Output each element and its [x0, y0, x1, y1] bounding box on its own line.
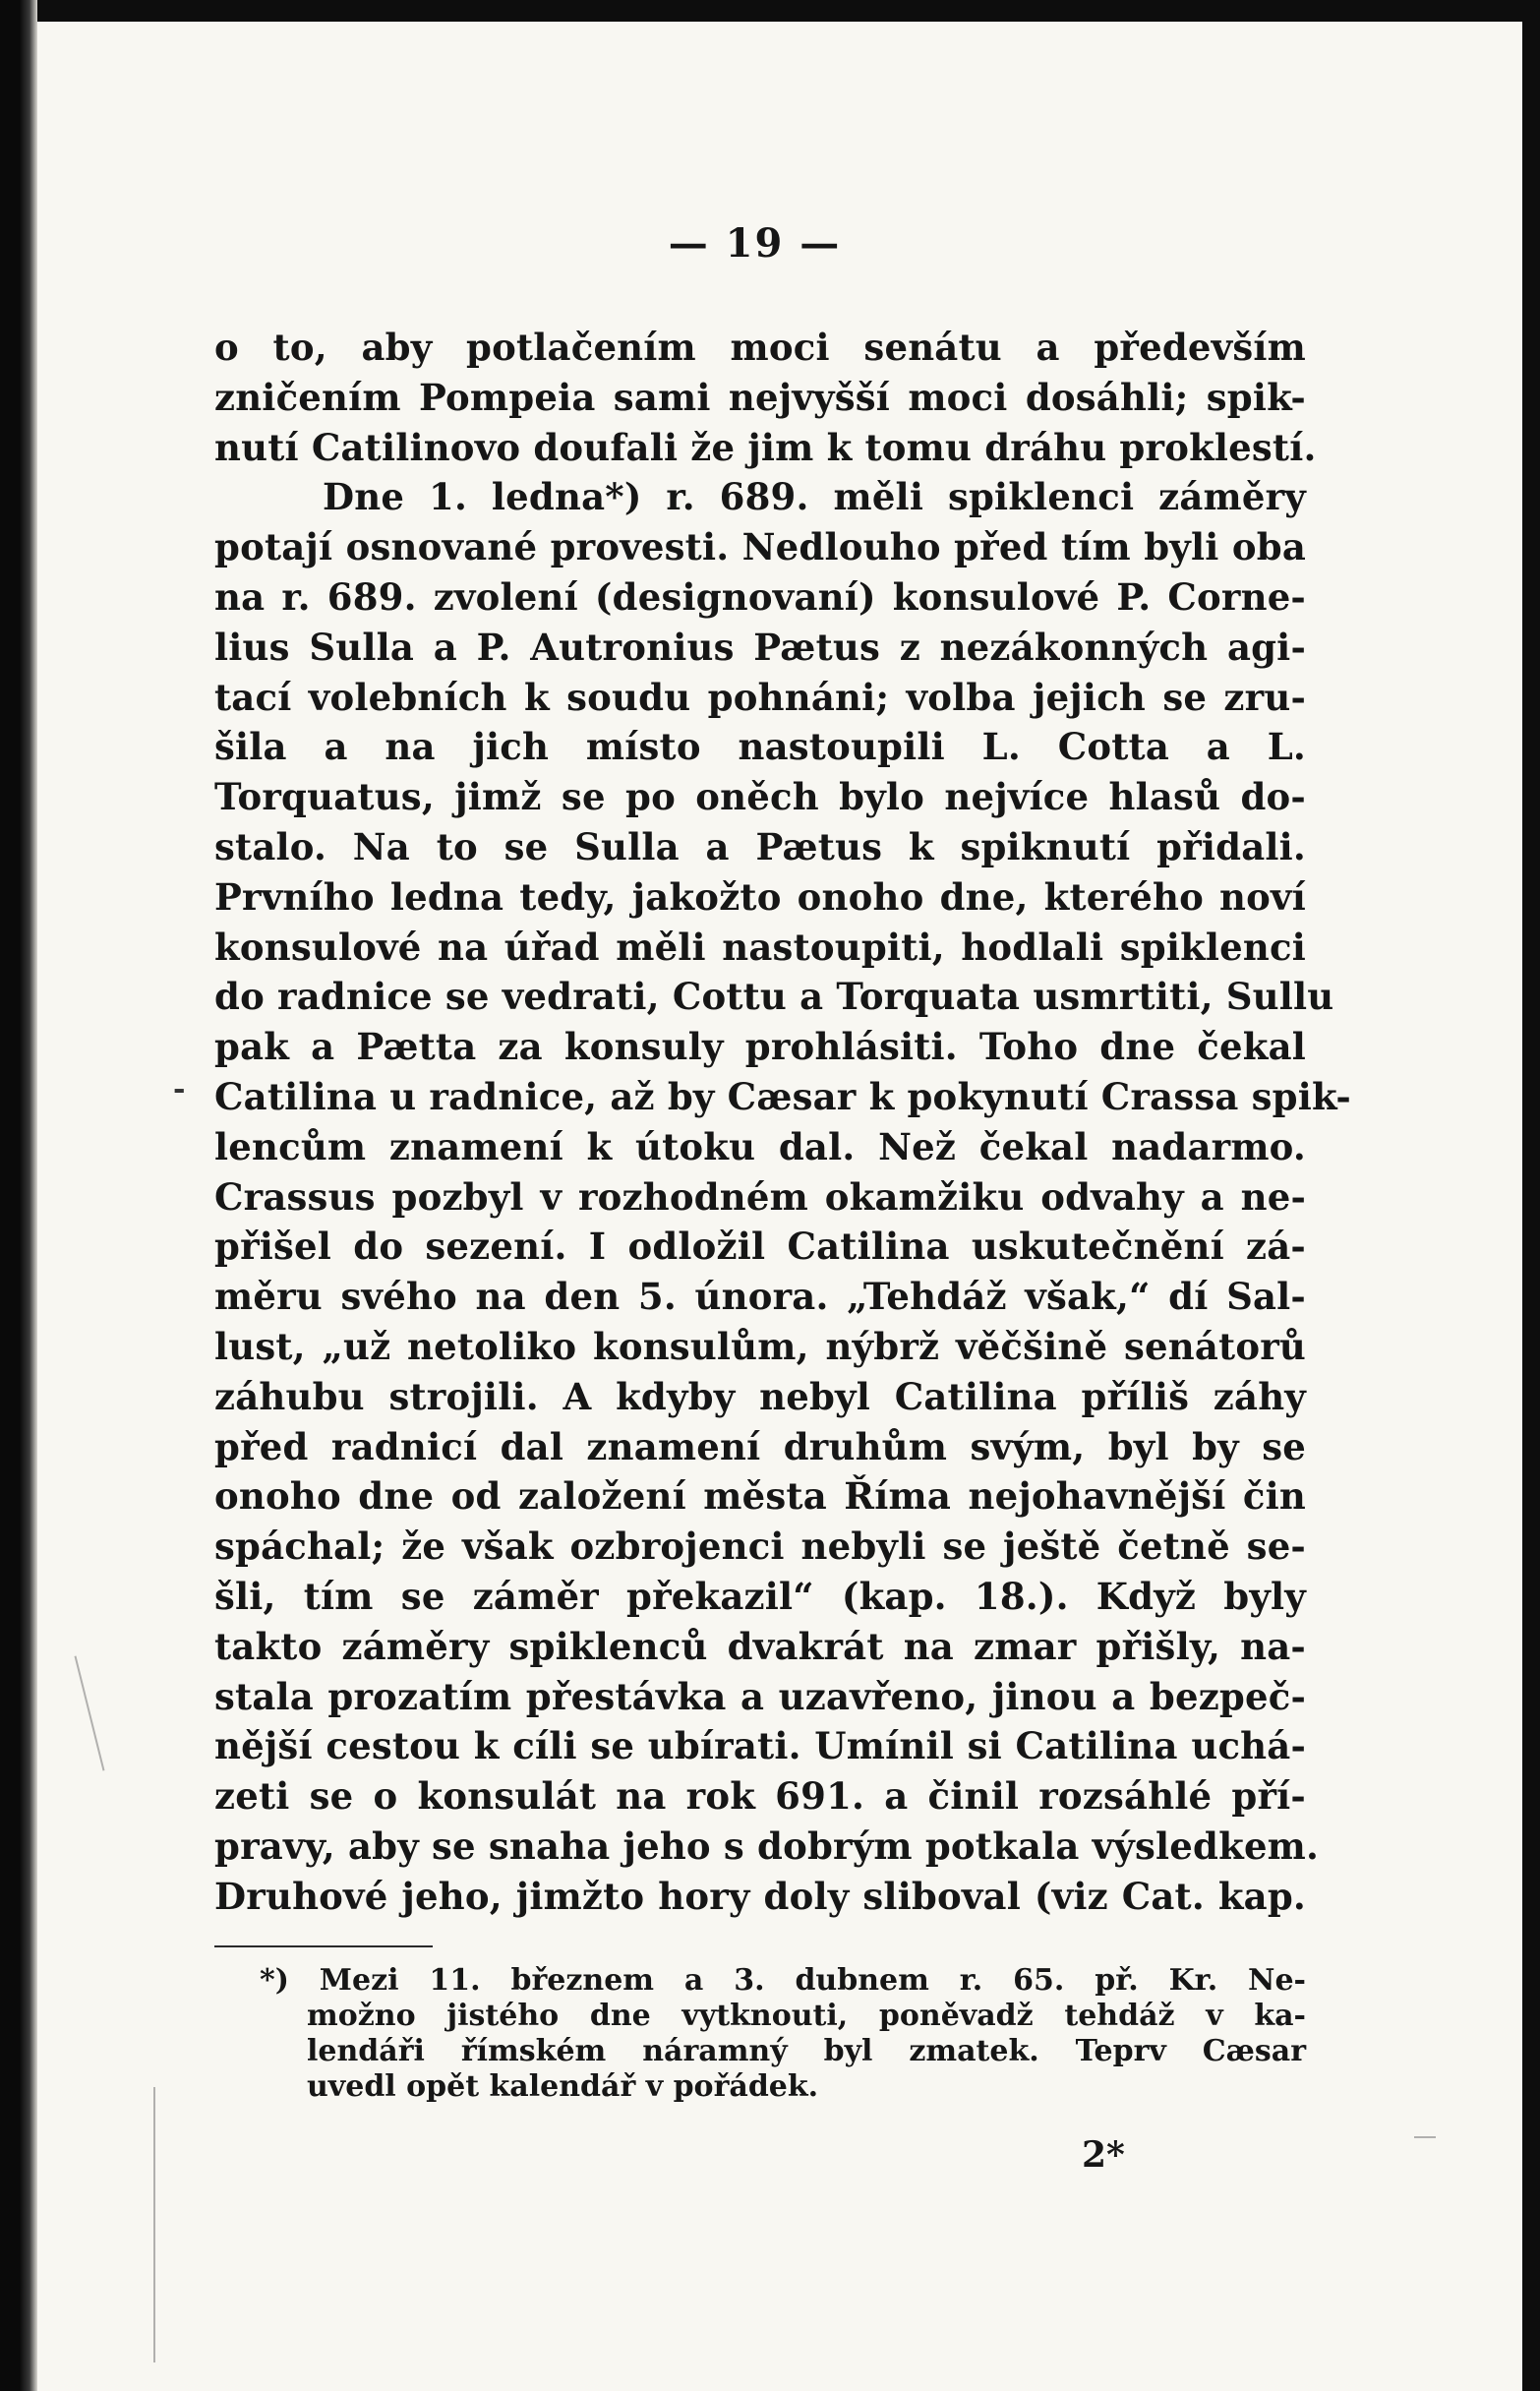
footnote-line: uvedl opět kalendář v pořádek.	[307, 2069, 819, 2104]
text-line: stala prozatím přestávka a uzavřeno, jinou a bezpeč-	[214, 1674, 1306, 1718]
scan-border-left	[0, 0, 37, 2391]
signature-mark: 2*	[1082, 2134, 1125, 2176]
text-line: Catilina u radnice, až by Cæsar k pokynutí Crassa spik-	[214, 1074, 1351, 1118]
book-page	[37, 22, 1522, 2391]
body-text	[214, 323, 1351, 1922]
footnote-line: *) Mezi 11. březnem a 3. dubnem r. 65. př. Kr. Ne-	[260, 1963, 1306, 1998]
text-line: šila a na jich místo nastoupili L. Cotta a L.	[214, 725, 1306, 769]
text-line: nější cestou k cíli se ubírati. Umínil si Catilina uchá-	[214, 1724, 1306, 1768]
text-line: přišel do sezení. I odložil Catilina uskutečnění zá-	[214, 1225, 1306, 1269]
footnote	[260, 1963, 1306, 2105]
text-line: potají osnované provesti. Nedlouho před tím byli oba	[214, 525, 1306, 569]
text-line: pravy, aby se snaha jeho s dobrým potkala výsledkem.	[214, 1823, 1320, 1868]
margin-mark: -	[173, 1072, 186, 1106]
scan-scratch	[153, 2087, 155, 2362]
text-line: lius Sulla a P. Autronius Pætus z nezákonných agi-	[214, 625, 1306, 669]
text-line: lencům znamení k útoku dal. Než čekal nadarmo.	[214, 1124, 1306, 1168]
scan-scratch	[1414, 2136, 1436, 2138]
text-line: Torquatus, jimž se po oněch bylo nejvíce hlasů do-	[214, 775, 1306, 819]
text-line: zeti se o konsulát na rok 691. a činil rozsáhlé pří-	[214, 1774, 1306, 1819]
text-line: do radnice se vedrati, Cottu a Torquata usmrtiti, Sullu	[214, 975, 1334, 1019]
text-line: Prvního ledna tedy, jakožto onoho dne, kterého noví	[214, 874, 1306, 919]
scan-border-top	[0, 0, 1540, 22]
text-line: Dne 1. ledna*) r. 689. měli spiklenci záměry	[323, 475, 1306, 519]
scan-scratch	[75, 1656, 105, 1771]
text-line: Druhové jeho, jimžto hory doly sliboval (viz Cat. kap.	[214, 1874, 1306, 1918]
page-number: — 19 —	[668, 220, 842, 267]
footnote-line: lendáři římském náramný byl zmatek. Teprv Cæsar	[307, 2034, 1306, 2068]
text-line: tací volebních k soudu pohnáni; volba jejich se zru-	[214, 675, 1306, 719]
text-line: stalo. Na to se Sulla a Pætus k spiknutí přidali.	[214, 824, 1306, 868]
text-line: nutí Catilinovo doufali že jim k tomu dráhu proklestí.	[214, 425, 1317, 469]
text-line: o to, aby potlačením moci senátu a především	[214, 326, 1306, 369]
text-line: lust, „už netoliko konsulům, nýbrž věčšině senátorů	[214, 1324, 1306, 1368]
text-line: měru svého na den 5. února. „Tehdáž však,“ dí Sal-	[214, 1275, 1306, 1319]
text-line: spáchal; že však ozbrojenci nebyli se ještě četně se-	[214, 1524, 1306, 1569]
text-line: Crassus pozbyl v rozhodném okamžiku odvahy a ne-	[214, 1174, 1306, 1219]
footnote-line: možno jistého dne vytknouti, poněvadž tehdáž v ka-	[307, 1999, 1306, 2033]
text-line: takto záměry spiklenců dvakrát na zmar přišly, na-	[214, 1624, 1306, 1668]
text-line: onoho dne od založení města Říma nejohavnější čin	[214, 1474, 1306, 1519]
text-line: zničením Pompeia sami nejvyšší moci dosáhli; spik-	[214, 375, 1306, 419]
text-line: záhubu strojili. A kdyby nebyl Catilina příliš záhy	[214, 1374, 1306, 1418]
text-line: na r. 689. zvolení (designovaní) konsulové P. Corne-	[214, 574, 1306, 619]
text-line: šli, tím se záměr překazil“ (kap. 18.). Když byly	[214, 1574, 1306, 1618]
footnote-rule	[214, 1945, 433, 1947]
text-line: před radnicí dal znamení druhům svým, byl by se	[214, 1424, 1306, 1468]
text-line: konsulové na úřad měli nastoupiti, hodlali spiklenci	[214, 925, 1306, 969]
scan-border-right	[1522, 0, 1540, 2391]
text-line: pak a Pætta za konsuly prohlásiti. Toho dne čekal	[214, 1025, 1306, 1069]
